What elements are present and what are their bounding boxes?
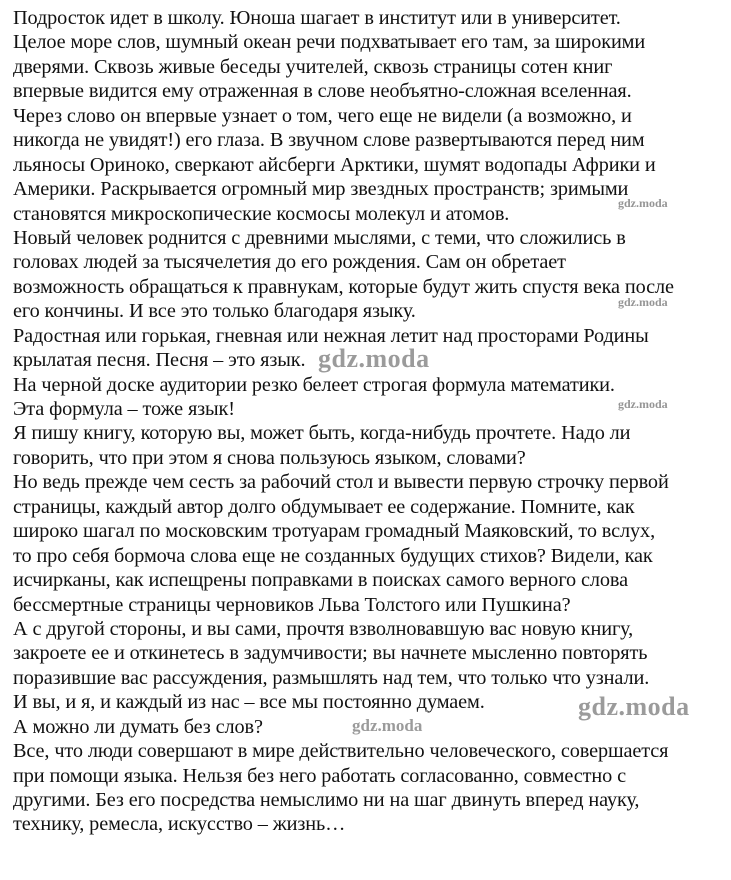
- watermark: gdz.moda: [318, 344, 430, 373]
- text-line: другими. Без его посредства немыслимо ни на шаг двинуть вперед науку,: [13, 789, 640, 811]
- text-line: Я пишу книгу, которую вы, может быть, когда-нибудь прочтете. Надо ли: [13, 422, 631, 445]
- text-line: закроете ее и откинетесь в задумчивости; вы начнете мысленно повторять: [13, 642, 648, 665]
- text-line: Но ведь прежде чем сесть за рабочий стол и вывести первую строчку первой: [13, 471, 669, 494]
- text-line: поразившие вас рассуждения, размышлять над тем, что только что узнали.: [13, 666, 650, 689]
- text-line: исчирканы, как испещрены поправками в поисках самого верного слова: [13, 569, 628, 592]
- text-line: льяносы Ориноко, сверкают айсберги Арктики, шумят водопады Африки и: [13, 153, 656, 176]
- watermark: gdz.moda: [352, 716, 423, 735]
- text-line: Эта формула – тоже язык!: [13, 398, 235, 420]
- text-line: дверями. Сквозь живые беседы учителей, сквозь страницы сотен книг: [13, 55, 613, 78]
- text-line: Радостная или горькая, гневная или нежная летит над просторами Родины: [13, 324, 649, 347]
- text-line: то про себя бормоча слова еще не созданных будущих стихов? Видели, как: [13, 544, 653, 567]
- text-line: На черной доске аудитории резко белеет строгая формула математики.: [13, 373, 615, 396]
- text-line: бессмертные страницы черновиков Льва Толстого или Пушкина?: [13, 593, 571, 616]
- watermark: gdz.moda: [618, 295, 668, 309]
- text-line: говорить, что при этом я снова пользуюсь языком, словами?: [13, 446, 526, 469]
- text-line: Подросток идет в школу. Юноша шагает в институт или в университет.: [13, 7, 621, 29]
- text-line: технику, ремесла, искусство – жизнь…: [13, 813, 346, 836]
- watermark: gdz.moda: [618, 397, 668, 411]
- text-line: при помощи языка. Нельзя без него работать согласованно, совместно с: [13, 764, 626, 787]
- text-line: страницы, каждый автор долго обдумывает ее содержание. Помните, как: [13, 495, 635, 518]
- text-line: Америки. Раскрывается огромный мир звездных пространств; зримыми: [13, 178, 629, 201]
- watermark: gdz.moda: [578, 692, 690, 721]
- text-line: Целое море слов, шумный океан речи подхватывает его там, за широкими: [13, 31, 646, 54]
- text-line: становятся микроскопические космосы молекул и атомов.: [13, 202, 510, 225]
- text-line: Все, что люди совершают в мире действительно человеческого, совершается: [13, 740, 669, 763]
- text-line: никогда не увидят!) его глаза. В звучном слове развертываются перед ним: [13, 129, 645, 152]
- text-line: широко шагал по московским тротуарам громадный Маяковский, то вслух,: [13, 520, 656, 543]
- text-line: возможность обращаться к правнукам, которые будут жить спустя века после: [13, 275, 674, 298]
- text-line: крылатая песня. Песня – это язык.: [13, 349, 306, 372]
- text-line: головах людей за тысячелетия до его рождения. Сам он обретает: [13, 251, 566, 274]
- text-line: А можно ли думать без слов?: [13, 715, 263, 738]
- text-line: его кончины. И все это только благодаря языку.: [13, 300, 416, 323]
- watermark: gdz.moda: [618, 196, 668, 210]
- text-line: впервые видится ему отраженная в слове необъятно-сложная вселенная.: [13, 80, 632, 103]
- text-line: Новый человек роднится с древними мыслями, с теми, что сложились в: [13, 226, 626, 249]
- text-line: А с другой стороны, и вы сами, прочтя взволновавшую вас новую книгу,: [13, 617, 634, 640]
- text-line: И вы, и я, и каждый из нас – все мы постоянно думаем.: [13, 691, 485, 714]
- text-line: Через слово он впервые узнает о том, чего еще не видели (а возможно, и: [13, 104, 632, 127]
